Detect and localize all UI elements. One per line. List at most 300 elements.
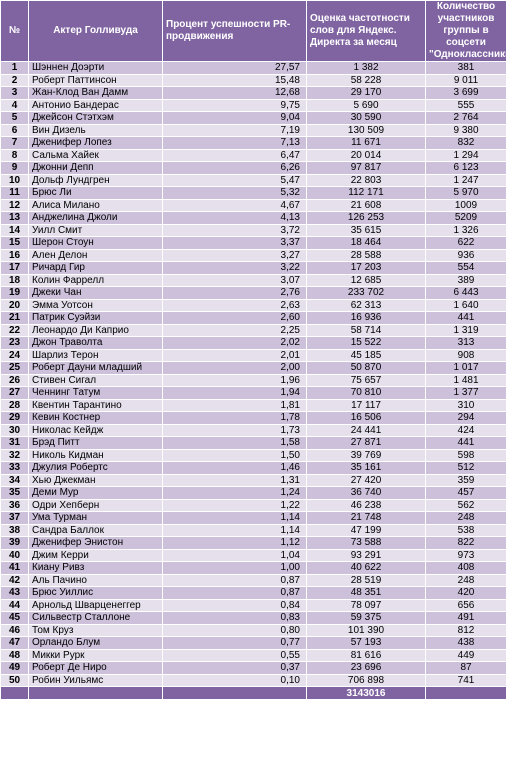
table-row <box>1 624 507 637</box>
yandex-frequency: 62 313 <box>307 299 426 312</box>
row-number: 48 <box>1 649 29 662</box>
row-number: 5 <box>1 112 29 125</box>
odnoklassniki-members: 441 <box>426 437 507 450</box>
pr-success: 1,81 <box>163 399 307 412</box>
row-number: 14 <box>1 224 29 237</box>
odnoklassniki-members: 656 <box>426 599 507 612</box>
actor-name: Роберт Де Ниро <box>29 662 163 675</box>
yandex-frequency: 1 382 <box>307 62 426 75</box>
odnoklassniki-members: 832 <box>426 137 507 150</box>
actor-name: Сальма Хайек <box>29 149 163 162</box>
table-row <box>1 549 507 562</box>
header-number: № <box>1 1 29 62</box>
table-row <box>1 312 507 325</box>
yandex-frequency: 17 117 <box>307 399 426 412</box>
pr-success: 1,14 <box>163 512 307 525</box>
row-number: 3 <box>1 87 29 100</box>
table-row <box>1 337 507 350</box>
row-number: 42 <box>1 574 29 587</box>
pr-success: 0,83 <box>163 612 307 625</box>
row-number: 33 <box>1 462 29 475</box>
pr-success: 1,96 <box>163 374 307 387</box>
odnoklassniki-members: 936 <box>426 249 507 262</box>
header-actor: Актер Голливуда <box>29 1 163 62</box>
row-number: 2 <box>1 74 29 87</box>
pr-success: 1,78 <box>163 412 307 425</box>
odnoklassniki-members: 313 <box>426 337 507 350</box>
actor-name: Вин Дизель <box>29 124 163 137</box>
table-row <box>1 437 507 450</box>
pr-success: 2,25 <box>163 324 307 337</box>
row-number: 39 <box>1 537 29 550</box>
actor-name: Николь Кидман <box>29 449 163 462</box>
table-row <box>1 174 507 187</box>
odnoklassniki-members: 248 <box>426 574 507 587</box>
row-number: 19 <box>1 287 29 300</box>
row-number: 40 <box>1 549 29 562</box>
odnoklassniki-members: 538 <box>426 524 507 537</box>
pr-success: 1,46 <box>163 462 307 475</box>
row-number: 10 <box>1 174 29 187</box>
yandex-frequency: 18 464 <box>307 237 426 250</box>
row-number: 20 <box>1 299 29 312</box>
row-number: 25 <box>1 362 29 375</box>
pr-success: 27,57 <box>163 62 307 75</box>
table-row <box>1 199 507 212</box>
yandex-frequency: 45 185 <box>307 349 426 362</box>
actor-name: Ален Делон <box>29 249 163 262</box>
odnoklassniki-members: 9 011 <box>426 74 507 87</box>
row-number: 37 <box>1 512 29 525</box>
yandex-frequency: 126 253 <box>307 212 426 225</box>
yandex-frequency: 40 622 <box>307 562 426 575</box>
odnoklassniki-members: 310 <box>426 399 507 412</box>
yandex-frequency: 28 588 <box>307 249 426 262</box>
odnoklassniki-members: 512 <box>426 462 507 475</box>
yandex-frequency: 27 420 <box>307 474 426 487</box>
odnoklassniki-members: 359 <box>426 474 507 487</box>
odnoklassniki-members: 741 <box>426 674 507 687</box>
table-row <box>1 474 507 487</box>
odnoklassniki-members: 1 326 <box>426 224 507 237</box>
odnoklassniki-members: 5209 <box>426 212 507 225</box>
total-empty-2 <box>29 687 163 700</box>
pr-success: 3,72 <box>163 224 307 237</box>
odnoklassniki-members: 598 <box>426 449 507 462</box>
table-row <box>1 374 507 387</box>
odnoklassniki-members: 294 <box>426 412 507 425</box>
total-row <box>1 687 507 700</box>
table-row <box>1 674 507 687</box>
actor-name: Квентин Тарантино <box>29 399 163 412</box>
pr-success: 0,37 <box>163 662 307 675</box>
table-row <box>1 149 507 162</box>
pr-success: 1,50 <box>163 449 307 462</box>
odnoklassniki-members: 2 764 <box>426 112 507 125</box>
header-pr-success: Процент успешности PR-продвижения <box>163 1 307 62</box>
actor-name: Патрик Суэйзи <box>29 312 163 325</box>
table-row <box>1 224 507 237</box>
pr-success: 1,94 <box>163 387 307 400</box>
pr-success: 4,13 <box>163 212 307 225</box>
odnoklassniki-members: 248 <box>426 512 507 525</box>
yandex-frequency: 16 506 <box>307 412 426 425</box>
yandex-frequency: 48 351 <box>307 587 426 600</box>
header-odnoklassniki-members: Количество участников группы в соцсети "Одноклассники" <box>426 1 507 62</box>
actor-name: Хью Джекман <box>29 474 163 487</box>
actor-name: Сильвестр Сталлоне <box>29 612 163 625</box>
pr-success: 0,10 <box>163 674 307 687</box>
yandex-frequency: 97 817 <box>307 162 426 175</box>
pr-success: 3,07 <box>163 274 307 287</box>
yandex-frequency: 70 810 <box>307 387 426 400</box>
row-number: 29 <box>1 412 29 425</box>
odnoklassniki-members: 491 <box>426 612 507 625</box>
row-number: 26 <box>1 374 29 387</box>
pr-success: 2,02 <box>163 337 307 350</box>
header-row <box>1 1 507 62</box>
odnoklassniki-members: 3 699 <box>426 87 507 100</box>
row-number: 43 <box>1 587 29 600</box>
yandex-frequency: 58 714 <box>307 324 426 337</box>
actor-name: Алиса Милано <box>29 199 163 212</box>
row-number: 46 <box>1 624 29 637</box>
actor-name: Арнольд Шварценеггер <box>29 599 163 612</box>
pr-success: 9,75 <box>163 99 307 112</box>
yandex-frequency: 29 170 <box>307 87 426 100</box>
odnoklassniki-members: 622 <box>426 237 507 250</box>
odnoklassniki-members: 562 <box>426 499 507 512</box>
odnoklassniki-members: 5 970 <box>426 187 507 200</box>
actor-name: Том Круз <box>29 624 163 637</box>
actor-name: Жан-Клод Ван Дамм <box>29 87 163 100</box>
actor-name: Джейсон Стэтхэм <box>29 112 163 125</box>
row-number: 4 <box>1 99 29 112</box>
yandex-frequency: 57 193 <box>307 637 426 650</box>
actor-name: Эмма Уотсон <box>29 299 163 312</box>
yandex-frequency: 30 590 <box>307 112 426 125</box>
pr-success: 0,87 <box>163 587 307 600</box>
actor-name: Шарлиз Терон <box>29 349 163 362</box>
odnoklassniki-members: 1 017 <box>426 362 507 375</box>
pr-success: 1,58 <box>163 437 307 450</box>
yandex-frequency: 233 702 <box>307 287 426 300</box>
pr-success: 1,14 <box>163 524 307 537</box>
row-number: 44 <box>1 599 29 612</box>
odnoklassniki-members: 449 <box>426 649 507 662</box>
yandex-frequency: 23 696 <box>307 662 426 675</box>
yandex-frequency: 101 390 <box>307 624 426 637</box>
yandex-frequency: 21 748 <box>307 512 426 525</box>
table-row <box>1 262 507 275</box>
yandex-frequency: 17 203 <box>307 262 426 275</box>
actor-name: Брюс Ли <box>29 187 163 200</box>
table-row <box>1 124 507 137</box>
yandex-frequency: 20 014 <box>307 149 426 162</box>
actor-name: Анджелина Джоли <box>29 212 163 225</box>
odnoklassniki-members: 1 247 <box>426 174 507 187</box>
pr-success: 6,26 <box>163 162 307 175</box>
actor-name: Шэннен Доэрти <box>29 62 163 75</box>
actor-name: Дженифер Энистон <box>29 537 163 550</box>
odnoklassniki-members: 381 <box>426 62 507 75</box>
pr-success: 2,01 <box>163 349 307 362</box>
row-number: 16 <box>1 249 29 262</box>
actor-name: Ума Турман <box>29 512 163 525</box>
actor-name: Дольф Лундгрен <box>29 174 163 187</box>
pr-success: 2,60 <box>163 312 307 325</box>
header-yandex-frequency: Оценка частотности слов для Яндекс. Директа за месяц <box>307 1 426 62</box>
table-row <box>1 249 507 262</box>
row-number: 17 <box>1 262 29 275</box>
actor-name: Джонни Депп <box>29 162 163 175</box>
table-row <box>1 362 507 375</box>
yandex-frequency: 46 238 <box>307 499 426 512</box>
actor-name: Брэд Питт <box>29 437 163 450</box>
table-row <box>1 612 507 625</box>
yandex-frequency: 93 291 <box>307 549 426 562</box>
yandex-frequency: 35 161 <box>307 462 426 475</box>
yandex-frequency: 12 685 <box>307 274 426 287</box>
pr-success: 0,84 <box>163 599 307 612</box>
pr-success: 2,63 <box>163 299 307 312</box>
row-number: 32 <box>1 449 29 462</box>
odnoklassniki-members: 457 <box>426 487 507 500</box>
total-empty-3 <box>163 687 307 700</box>
odnoklassniki-members: 554 <box>426 262 507 275</box>
row-number: 12 <box>1 199 29 212</box>
actor-name: Джон Траволта <box>29 337 163 350</box>
table-row <box>1 487 507 500</box>
pr-success: 1,04 <box>163 549 307 562</box>
row-number: 30 <box>1 424 29 437</box>
pr-success: 4,67 <box>163 199 307 212</box>
total-frequency: 3143016 <box>307 687 426 700</box>
actor-name: Джеки Чан <box>29 287 163 300</box>
table-row <box>1 87 507 100</box>
actor-name: Дженифер Лопез <box>29 137 163 150</box>
row-number: 45 <box>1 612 29 625</box>
row-number: 50 <box>1 674 29 687</box>
table-row <box>1 137 507 150</box>
actor-name: Николас Кейдж <box>29 424 163 437</box>
odnoklassniki-members: 389 <box>426 274 507 287</box>
actor-name: Джим Керри <box>29 549 163 562</box>
row-number: 21 <box>1 312 29 325</box>
row-number: 34 <box>1 474 29 487</box>
row-number: 38 <box>1 524 29 537</box>
actor-name: Ричард Гир <box>29 262 163 275</box>
row-number: 35 <box>1 487 29 500</box>
odnoklassniki-members: 973 <box>426 549 507 562</box>
table-row <box>1 274 507 287</box>
pr-success: 3,27 <box>163 249 307 262</box>
row-number: 7 <box>1 137 29 150</box>
odnoklassniki-members: 812 <box>426 624 507 637</box>
yandex-frequency: 73 588 <box>307 537 426 550</box>
yandex-frequency: 130 509 <box>307 124 426 137</box>
pr-success: 0,77 <box>163 637 307 650</box>
actor-name: Колин Фаррелл <box>29 274 163 287</box>
table-row <box>1 349 507 362</box>
pr-success: 7,13 <box>163 137 307 150</box>
yandex-frequency: 47 199 <box>307 524 426 537</box>
odnoklassniki-members: 408 <box>426 562 507 575</box>
actor-name: Роберт Дауни младший <box>29 362 163 375</box>
yandex-frequency: 81 616 <box>307 649 426 662</box>
pr-success: 12,68 <box>163 87 307 100</box>
odnoklassniki-members: 6 443 <box>426 287 507 300</box>
pr-success: 15,48 <box>163 74 307 87</box>
odnoklassniki-members: 822 <box>426 537 507 550</box>
total-empty-5 <box>426 687 507 700</box>
actor-name: Стивен Сигал <box>29 374 163 387</box>
actor-name: Ченнинг Татум <box>29 387 163 400</box>
yandex-frequency: 112 171 <box>307 187 426 200</box>
yandex-frequency: 28 519 <box>307 574 426 587</box>
pr-success: 1,22 <box>163 499 307 512</box>
yandex-frequency: 15 522 <box>307 337 426 350</box>
table-row <box>1 649 507 662</box>
pr-success: 0,80 <box>163 624 307 637</box>
pr-success: 3,37 <box>163 237 307 250</box>
table-row <box>1 99 507 112</box>
table-row <box>1 287 507 300</box>
row-number: 18 <box>1 274 29 287</box>
yandex-frequency: 35 615 <box>307 224 426 237</box>
actor-name: Шерон Стоун <box>29 237 163 250</box>
row-number: 8 <box>1 149 29 162</box>
yandex-frequency: 39 769 <box>307 449 426 462</box>
table-row <box>1 162 507 175</box>
odnoklassniki-members: 908 <box>426 349 507 362</box>
row-number: 47 <box>1 637 29 650</box>
odnoklassniki-members: 1009 <box>426 199 507 212</box>
actor-name: Антонио Бандерас <box>29 99 163 112</box>
row-number: 28 <box>1 399 29 412</box>
table-row <box>1 462 507 475</box>
table-row <box>1 449 507 462</box>
table-row <box>1 299 507 312</box>
pr-success: 0,55 <box>163 649 307 662</box>
pr-success: 3,22 <box>163 262 307 275</box>
pr-success: 5,47 <box>163 174 307 187</box>
pr-success: 5,32 <box>163 187 307 200</box>
table-row <box>1 187 507 200</box>
actor-name: Джулия Робертс <box>29 462 163 475</box>
table-row <box>1 74 507 87</box>
table-row <box>1 212 507 225</box>
yandex-frequency: 24 441 <box>307 424 426 437</box>
pr-success: 9,04 <box>163 112 307 125</box>
actor-name: Киану Ривз <box>29 562 163 575</box>
actor-name: Аль Пачино <box>29 574 163 587</box>
yandex-frequency: 36 740 <box>307 487 426 500</box>
actor-name: Леонардо Ди Каприо <box>29 324 163 337</box>
odnoklassniki-members: 424 <box>426 424 507 437</box>
pr-success: 1,00 <box>163 562 307 575</box>
row-number: 49 <box>1 662 29 675</box>
table-row <box>1 387 507 400</box>
odnoklassniki-members: 1 319 <box>426 324 507 337</box>
yandex-frequency: 706 898 <box>307 674 426 687</box>
odnoklassniki-members: 6 123 <box>426 162 507 175</box>
table-row <box>1 62 507 75</box>
pr-success: 2,00 <box>163 362 307 375</box>
yandex-frequency: 75 657 <box>307 374 426 387</box>
table-row <box>1 524 507 537</box>
yandex-frequency: 78 097 <box>307 599 426 612</box>
table-row <box>1 574 507 587</box>
row-number: 15 <box>1 237 29 250</box>
yandex-frequency: 11 671 <box>307 137 426 150</box>
row-number: 11 <box>1 187 29 200</box>
pr-success: 1,31 <box>163 474 307 487</box>
odnoklassniki-members: 441 <box>426 312 507 325</box>
table-row <box>1 412 507 425</box>
odnoklassniki-members: 1 640 <box>426 299 507 312</box>
table-row <box>1 662 507 675</box>
actor-name: Уилл Смит <box>29 224 163 237</box>
table-row <box>1 637 507 650</box>
row-number: 41 <box>1 562 29 575</box>
pr-success: 2,76 <box>163 287 307 300</box>
yandex-frequency: 59 375 <box>307 612 426 625</box>
yandex-frequency: 22 803 <box>307 174 426 187</box>
table-row <box>1 499 507 512</box>
odnoklassniki-members: 1 481 <box>426 374 507 387</box>
actor-name: Брюс Уиллис <box>29 587 163 600</box>
odnoklassniki-members: 1 377 <box>426 387 507 400</box>
table-row <box>1 424 507 437</box>
odnoklassniki-members: 420 <box>426 587 507 600</box>
total-empty-1 <box>1 687 29 700</box>
row-number: 13 <box>1 212 29 225</box>
table-row <box>1 324 507 337</box>
table-row <box>1 112 507 125</box>
table-row <box>1 512 507 525</box>
yandex-frequency: 21 608 <box>307 199 426 212</box>
actor-name: Орландо Блум <box>29 637 163 650</box>
table-row <box>1 587 507 600</box>
odnoklassniki-members: 87 <box>426 662 507 675</box>
row-number: 24 <box>1 349 29 362</box>
yandex-frequency: 16 936 <box>307 312 426 325</box>
yandex-frequency: 58 228 <box>307 74 426 87</box>
row-number: 6 <box>1 124 29 137</box>
actor-name: Робин Уильямс <box>29 674 163 687</box>
yandex-frequency: 27 871 <box>307 437 426 450</box>
yandex-frequency: 50 870 <box>307 362 426 375</box>
actor-name: Роберт Паттинсон <box>29 74 163 87</box>
pr-success: 1,12 <box>163 537 307 550</box>
odnoklassniki-members: 1 294 <box>426 149 507 162</box>
actor-name: Одри Хепберн <box>29 499 163 512</box>
row-number: 23 <box>1 337 29 350</box>
row-number: 31 <box>1 437 29 450</box>
odnoklassniki-members: 9 380 <box>426 124 507 137</box>
actor-name: Деми Мур <box>29 487 163 500</box>
odnoklassniki-members: 438 <box>426 637 507 650</box>
row-number: 27 <box>1 387 29 400</box>
row-number: 9 <box>1 162 29 175</box>
pr-success: 7,19 <box>163 124 307 137</box>
actor-name: Сандра Баллок <box>29 524 163 537</box>
actor-name: Кевин Костнер <box>29 412 163 425</box>
table-row <box>1 599 507 612</box>
table-row <box>1 399 507 412</box>
row-number: 1 <box>1 62 29 75</box>
